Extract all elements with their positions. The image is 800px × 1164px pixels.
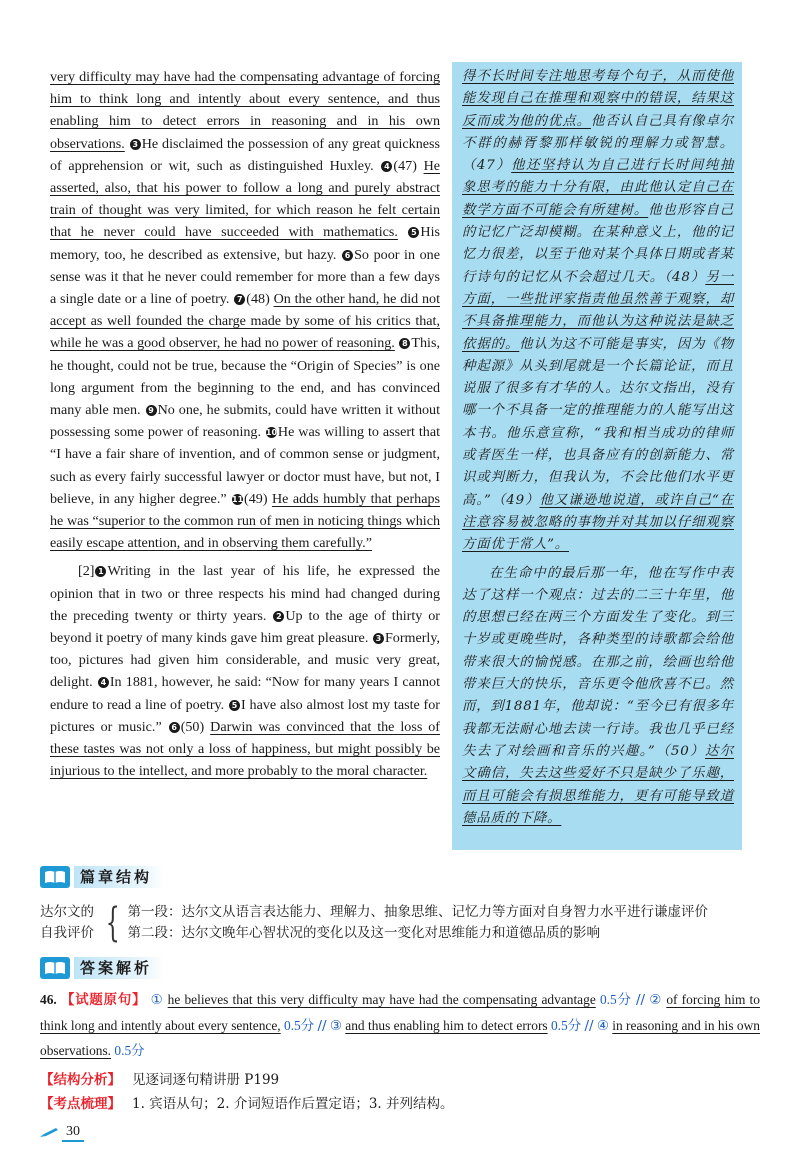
translation-underlined: 另一方面，一些批评家指责他虽然善于观察，却不具备推理能力，而他认为这种说法是缺乏依据的。 bbox=[462, 269, 734, 352]
sentence-marker: 5 bbox=[229, 700, 240, 711]
translation-text: 他认为这不可能是事实，因为《物种起源》从头到尾就是一个长篇论证，而且说服了很多有才华的人。达尔文指出，没有哪一个不具备一定的推理能力的人能写出这本书。他乐意宣称，“我和相当成功的律师或者医生一样，也具备应有的创新能力、常识或判断力，但我认为，不会比他们水平更高。”（49） bbox=[462, 336, 735, 508]
points-text: 1. 宾语从句；2. 介词短语作后置定语；3. 并列结构。 bbox=[132, 1096, 454, 1112]
key-points bbox=[40, 1094, 454, 1114]
sentence: He was willing to assert that “I have a fair share of invention, and of common sense or judgment, such as every fairly successful lawyer or doctor must have, but not, I believe, in any higher degree.” bbox=[50, 424, 440, 507]
structure-label-line: 自我评价 bbox=[40, 925, 94, 941]
separator: // bbox=[584, 1018, 594, 1034]
sentence: So poor in one sense was it that he never could remember for more than a few days a single date or a line of poetry. bbox=[50, 246, 440, 308]
segment-mark: ① bbox=[150, 992, 164, 1007]
page-footer bbox=[40, 1124, 84, 1142]
sentence-underlined: Darwin was convinced that the loss of these tastes was not only a loss of happiness, but might possibly be injurious to the intellect, and more probably to the moral character. bbox=[50, 718, 440, 780]
translation-text: 他否认自己具有像卓尔不群的赫胥黎那样敏锐的理解力或智慧。（47） bbox=[462, 113, 734, 174]
translation-paragraph-2 bbox=[462, 563, 734, 831]
sentence-underlined: On the other hand, he did not accept as well founded the charge made by some of his critics that, while he was a good observer, he had no power of reasoning. bbox=[50, 291, 441, 352]
question-number: (49) bbox=[244, 490, 268, 507]
score: 0.5分 bbox=[284, 1017, 315, 1033]
structure-label-line: 达尔文的 bbox=[40, 904, 94, 920]
structure-label bbox=[40, 902, 100, 944]
translation-underlined: 他还坚持认为自己进行长时间纯抽象思考的能力十分有限，由此他认定自己在数学方面不可能会有所建树。 bbox=[462, 158, 735, 218]
points-tag: 【考点梳理】 bbox=[40, 1096, 121, 1112]
sentence: This, he thought, could not be true, because the “Origin of Species” is one long argument from the beginning to the end, and has convinced many able men. bbox=[50, 335, 440, 419]
segment-text: in reasoning and in his own observations. bbox=[40, 1017, 760, 1058]
sentence-marker: 6 bbox=[342, 250, 353, 261]
page-number: 30 bbox=[62, 1124, 84, 1142]
analysis-text: 见逐词逐句精讲册 P199 bbox=[132, 1072, 280, 1088]
sentence-marker: 8 bbox=[399, 338, 410, 349]
translation-text: 他也形容自己的记忆广泛却模糊。在某种意义上，他的记忆力很差，以至于他对某个具体日期或者某行诗句的记忆从不会超过几天。（48） bbox=[462, 202, 734, 285]
sentence: Writing in the last year of his life, he expressed the opinion that in two or three respects his mind had changed during the preceding twenty or thirty years. bbox=[50, 563, 440, 624]
sentence: No one, he submits, could have written it without possessing some power of reasoning. bbox=[50, 402, 441, 441]
segment-text: and thus enabling him to detect errors bbox=[345, 1017, 548, 1033]
sentence-underlined: very difficulty may have had the compensating advantage of forcing him to think long and intently about every sentence, and thus enabling him to detect errors in reasoning and in his own observations. bbox=[50, 69, 440, 152]
separator: // bbox=[636, 993, 646, 1008]
structure-item: 第一段：达尔文从语言表达能力、理解力、抽象思维、记忆力等方面对自身智力水平进行谦虚评价 bbox=[127, 904, 708, 920]
sentence: His memory, too, he described as extensive, but hazy. bbox=[50, 224, 440, 263]
question-number: 46. bbox=[40, 992, 57, 1007]
sentence-marker: 3 bbox=[130, 139, 141, 150]
paragraph-1 bbox=[50, 66, 440, 554]
question-number: (50) bbox=[180, 718, 205, 735]
sentence: Formerly, too, pictures had given him considerable, and music very great, delight. bbox=[50, 630, 440, 691]
section-title: 篇章结构 bbox=[74, 866, 164, 888]
book-icon bbox=[40, 957, 70, 979]
sentence: Up to the age of thirty or beyond it poetry of many kinds gave him great pleasure. bbox=[50, 607, 441, 647]
section-header-structure bbox=[40, 864, 164, 890]
structure-analysis bbox=[40, 1070, 279, 1090]
segment-mark: ③ bbox=[329, 1017, 342, 1033]
translation-underlined: 他又谦逊地说道，或许自己“在注意容易被忽略的事物并对其加以仔细观察方面优于常人”。 bbox=[462, 492, 734, 553]
translation-underlined: 得不长时间专注地思考每个句子，从而使他能发现自己在推理和观察中的错误，结果这反而成为他的优点。 bbox=[462, 69, 734, 129]
sentence-underlined: He adds humbly that perhaps he was “superior to the common run of men in noticing things which easily escape attention, and in observing them carefully.” bbox=[50, 490, 440, 552]
segment-text: he believes that this very difficulty may have had the compensating advantage bbox=[167, 992, 596, 1007]
sentence-marker: 6 bbox=[169, 722, 180, 733]
score: 0.5分 bbox=[114, 1043, 145, 1058]
sentence-marker: 11 bbox=[232, 494, 244, 504]
segment-mark: ② bbox=[649, 992, 663, 1007]
sentence-marker: 5 bbox=[408, 227, 419, 238]
question-number: (47) bbox=[393, 157, 417, 174]
sentence: In 1881, however, he said: “Now for many years I cannot endure to read a line of poetry. bbox=[50, 674, 440, 713]
sentence-marker: 9 bbox=[146, 405, 157, 416]
answer-46 bbox=[40, 988, 760, 1064]
analysis-tag: 【结构分析】 bbox=[40, 1072, 121, 1088]
segment-text: of forcing him to think long and intently about every sentence, bbox=[40, 992, 760, 1033]
pencil-icon bbox=[40, 1128, 58, 1138]
sentence-marker: 2 bbox=[273, 611, 284, 622]
answer-tag: 【试题原句】 bbox=[60, 993, 147, 1008]
structure-items bbox=[127, 902, 708, 944]
sentence-marker: 7 bbox=[234, 294, 245, 305]
section-header-answer bbox=[40, 955, 164, 981]
segment-mark: ④ bbox=[596, 1017, 609, 1033]
translation-paragraph-1 bbox=[462, 66, 734, 557]
translation-text: 在生命中的最后那一年，他在写作中表达了这样一个观点：过去的二三十年里，他的思想已经在两三个方面发生了变化。到三十岁或更晚些时，各种类型的诗歌都会给他带来很大的愉悦感。在那之前，绘画也给他带来巨大的快乐，音乐更令他欣喜不已。然而，到1881年，他却说：“至今已有很多年我都无法耐心地去读一行诗。我也几乎已经失去了对绘画和音乐的兴趣。”（50） bbox=[462, 565, 734, 759]
paragraph-2 bbox=[50, 560, 440, 782]
sentence-marker: 4 bbox=[98, 677, 109, 688]
sentence-marker: 10 bbox=[265, 428, 278, 438]
sentence: I have also almost lost my taste for pictures or music.” bbox=[50, 696, 440, 735]
paragraph-number: [2] bbox=[78, 563, 95, 580]
score: 0.5分 bbox=[599, 992, 632, 1007]
sentence-marker: 4 bbox=[381, 161, 392, 172]
structure-summary bbox=[40, 902, 760, 944]
separator: // bbox=[317, 1018, 327, 1034]
sentence: He disclaimed the possession of any great quickness of apprehension or wit, such as distinguished Huxley. bbox=[50, 135, 440, 174]
question-number: (48) bbox=[246, 291, 270, 308]
sentence-marker: 3 bbox=[373, 633, 384, 644]
structure-item: 第二段：达尔文晚年心智状况的变化以及这一变化对思维能力和道德品质的影响 bbox=[127, 925, 600, 941]
sentence-marker: 1 bbox=[95, 566, 106, 577]
translation-underlined: 达尔文确信，失去这些爱好不只是缺少了乐趣，而且可能会有损思维能力，更有可能导致道德品质的下降。 bbox=[462, 743, 734, 826]
brace-icon: { bbox=[105, 900, 120, 946]
english-passage bbox=[50, 66, 440, 783]
book-icon bbox=[40, 866, 70, 888]
section-title: 答案解析 bbox=[74, 957, 164, 979]
sentence-underlined: He asserted, also, that his power to follow a long and purely abstract train of thought was very limited, for which reason he felt certain that he never could have succeeded with mathematics. bbox=[50, 157, 441, 241]
translation-panel bbox=[452, 62, 742, 850]
score: 0.5分 bbox=[550, 1017, 582, 1033]
